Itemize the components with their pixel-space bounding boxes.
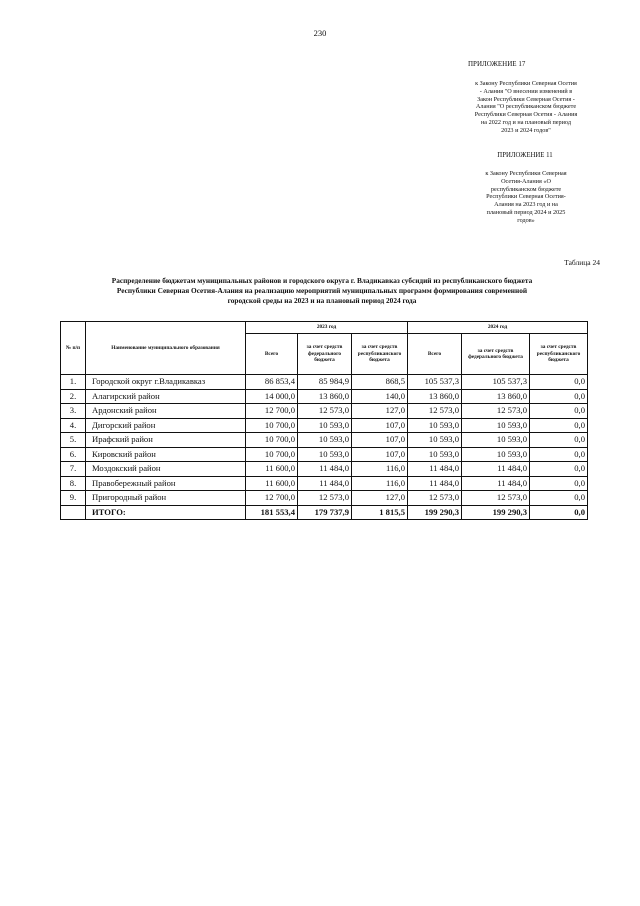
appendix-11-title: ПРИЛОЖЕНИЕ 11	[497, 152, 553, 159]
amount-cell: 0,0	[530, 491, 588, 506]
appendix-11-text	[452, 170, 600, 225]
table-row	[61, 404, 588, 419]
header-republic-2024: за счет средств республиканского бюджета	[530, 334, 588, 375]
table-body	[61, 375, 588, 520]
row-number: 6.	[61, 447, 86, 462]
amount-cell: 11 600,0	[246, 462, 298, 477]
table-label: Таблица 24	[564, 258, 600, 267]
header-total-2024: Всего	[408, 334, 462, 375]
amount-cell: 127,0	[352, 491, 408, 506]
amount-cell: 107,0	[352, 447, 408, 462]
amount-cell: 10 593,0	[462, 433, 530, 448]
header-federal-2024: за счет средств федерального бюджета	[462, 334, 530, 375]
page-number: 230	[313, 28, 327, 38]
amount-cell: 0,0	[530, 389, 588, 404]
amount-cell: 10 593,0	[298, 447, 352, 462]
amount-cell: 10 593,0	[462, 418, 530, 433]
document-title	[62, 276, 582, 306]
header-republic-2023: за счет средств республиканского бюджета	[352, 334, 408, 375]
header-total-2023: Всего	[246, 334, 298, 375]
amount-cell: 10 593,0	[462, 447, 530, 462]
amount-cell: 13 860,0	[298, 389, 352, 404]
table-row	[61, 462, 588, 477]
amount-cell: 11 484,0	[462, 476, 530, 491]
amount-cell: 0,0	[530, 404, 588, 419]
appendix-17-line: - Алания "О внесении изменений в	[479, 87, 573, 95]
amount-cell: 11 600,0	[246, 476, 298, 491]
amount-cell: 116,0	[352, 476, 408, 491]
header-name: Наименование муниципального образования	[86, 322, 246, 375]
table-row	[61, 476, 588, 491]
appendix-17-line: на 2022 год и на плановый период	[481, 118, 571, 126]
amount-cell: 12 573,0	[462, 404, 530, 419]
header-year-2023: 2023 год	[246, 322, 408, 334]
amount-cell: 140,0	[352, 389, 408, 404]
amount-cell: 0,0	[530, 418, 588, 433]
amount-cell: 10 593,0	[408, 418, 462, 433]
municipality-name: Алагирский район	[86, 389, 246, 404]
total-row-number	[61, 505, 86, 520]
amount-cell: 11 484,0	[408, 462, 462, 477]
total-label: ИТОГО:	[86, 505, 246, 520]
header-federal-2023: за счет средств федерального бюджета	[298, 334, 352, 375]
amount-cell: 105 537,3	[408, 375, 462, 390]
amount-cell: 14 000,0	[246, 389, 298, 404]
amount-cell: 11 484,0	[462, 462, 530, 477]
total-amount-cell: 179 737,9	[298, 505, 352, 520]
header-num: № п/п	[61, 322, 86, 375]
appendix-17-title: ПРИЛОЖЕНИЕ 17	[468, 60, 526, 68]
total-row	[61, 505, 588, 520]
municipality-name: Ардонский район	[86, 404, 246, 419]
municipality-name: Кировский район	[86, 447, 246, 462]
amount-cell: 10 593,0	[408, 433, 462, 448]
appendix-17-line: Республики Северная Осетия - Алания	[474, 111, 578, 119]
subsidy-table	[60, 321, 588, 520]
municipality-name: Моздокский район	[86, 462, 246, 477]
total-amount-cell: 1 815,5	[352, 505, 408, 520]
amount-cell: 868,5	[352, 375, 408, 390]
amount-cell: 0,0	[530, 476, 588, 491]
amount-cell: 105 537,3	[462, 375, 530, 390]
appendix-11-line: годов»	[517, 216, 535, 224]
amount-cell: 12 573,0	[408, 404, 462, 419]
amount-cell: 10 700,0	[246, 433, 298, 448]
amount-cell: 10 593,0	[298, 418, 352, 433]
amount-cell: 107,0	[352, 418, 408, 433]
total-amount-cell: 181 553,4	[246, 505, 298, 520]
row-number: 4.	[61, 418, 86, 433]
table-row	[61, 491, 588, 506]
municipality-name: Городской округ г.Владикавказ	[86, 375, 246, 390]
total-amount-cell: 199 290,3	[408, 505, 462, 520]
amount-cell: 85 984,9	[298, 375, 352, 390]
amount-cell: 12 573,0	[298, 491, 352, 506]
amount-cell: 11 484,0	[298, 476, 352, 491]
amount-cell: 10 700,0	[246, 418, 298, 433]
appendix-11-line: к Закону Республики Северная	[485, 170, 567, 177]
row-number: 9.	[61, 491, 86, 506]
header-year-2024: 2024 год	[408, 322, 588, 334]
appendix-17-line: Алания "О республиканском бюджете	[475, 103, 577, 111]
table-row	[61, 418, 588, 433]
amount-cell: 11 484,0	[408, 476, 462, 491]
municipality-name: Дигорский район	[86, 418, 246, 433]
amount-cell: 0,0	[530, 462, 588, 477]
amount-cell: 12 700,0	[246, 491, 298, 506]
appendix-11-line: плановый период 2024 и 2025	[486, 208, 566, 216]
amount-cell: 12 573,0	[408, 491, 462, 506]
title-line: городской среды на 2023 и на плановый период 2024 года	[227, 296, 417, 305]
row-number: 5.	[61, 433, 86, 448]
total-amount-cell: 0,0	[530, 505, 588, 520]
appendix-17-line: к Закону Республики Северная Осетия	[475, 80, 577, 87]
table-row	[61, 447, 588, 462]
title-line: Распределение бюджетам муниципальных районов и городского округа г. Владикавказ субсидий из республиканского бюджета	[111, 276, 533, 285]
amount-cell: 10 593,0	[408, 447, 462, 462]
municipality-name: Ирафский район	[86, 433, 246, 448]
appendix-11-line: Алания на 2023 год и на	[494, 201, 558, 209]
appendix-11-line: Осетия-Алания «О	[501, 177, 551, 185]
amount-cell: 10 593,0	[298, 433, 352, 448]
row-number: 2.	[61, 389, 86, 404]
amount-cell: 86 853,4	[246, 375, 298, 390]
amount-cell: 0,0	[530, 447, 588, 462]
amount-cell: 13 860,0	[408, 389, 462, 404]
amount-cell: 107,0	[352, 433, 408, 448]
row-number: 8.	[61, 476, 86, 491]
table-row	[61, 389, 588, 404]
row-number: 1.	[61, 375, 86, 390]
amount-cell: 13 860,0	[462, 389, 530, 404]
amount-cell: 12 573,0	[298, 404, 352, 419]
appendix-17-text	[452, 80, 600, 135]
appendix-17-line: Закон Республики Северная Осетия -	[477, 95, 575, 103]
amount-cell: 12 573,0	[462, 491, 530, 506]
amount-cell: 0,0	[530, 375, 588, 390]
amount-cell: 11 484,0	[298, 462, 352, 477]
appendix-11-line: Республики Северная Осетия-	[486, 193, 566, 201]
amount-cell: 10 700,0	[246, 447, 298, 462]
total-amount-cell: 199 290,3	[462, 505, 530, 520]
amount-cell: 127,0	[352, 404, 408, 419]
municipality-name: Пригородный район	[86, 491, 246, 506]
municipality-name: Правобережный район	[86, 476, 246, 491]
row-number: 3.	[61, 404, 86, 419]
appendix-17-line: 2023 и 2024 годов"	[501, 126, 551, 134]
table-row	[61, 375, 588, 390]
title-line: Республики Северная Осетия-Алания на реализацию мероприятий муниципальных программ формирования современной	[116, 286, 528, 295]
appendix-11-line: республиканском бюджете	[490, 185, 562, 193]
table-row	[61, 433, 588, 448]
amount-cell: 116,0	[352, 462, 408, 477]
amount-cell: 0,0	[530, 433, 588, 448]
amount-cell: 12 700,0	[246, 404, 298, 419]
row-number: 7.	[61, 462, 86, 477]
